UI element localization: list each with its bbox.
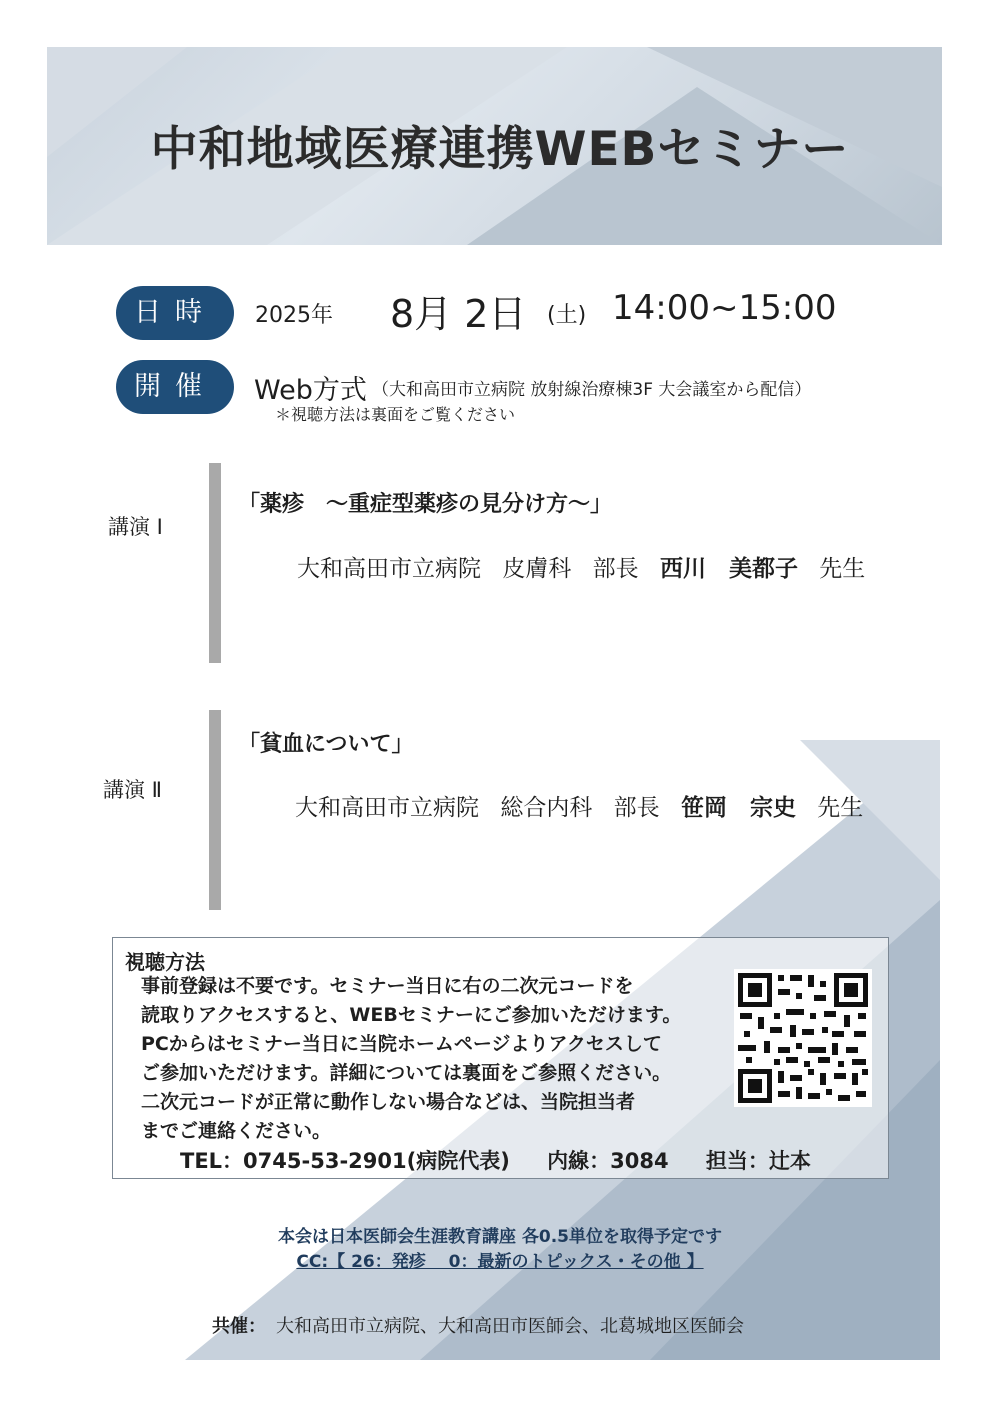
cc-codes-text: CC:【 26：発疹 0：最新のトピックス・その他 】 (296, 1252, 704, 1272)
lecture-2-speaker-name: 笹岡 宗史 (680, 795, 796, 821)
cme-notice: 本会は日本医師会生涯教育講座 各0.5単位を取得予定です (277, 1227, 723, 1247)
viewing-line: PCからはセミナー当日に当院ホームページよりアクセスして (141, 1033, 662, 1055)
viewing-line: 読取りアクセスすると、WEBセミナーにご参加いただけます。 (141, 1004, 682, 1026)
lecture-2-speaker (295, 789, 863, 822)
lecture-1-label: 講演 Ⅰ (108, 515, 163, 539)
lecture-1-speaker-name: 西川 美都子 (659, 556, 798, 582)
contact-person: 担当：辻本 (705, 1149, 811, 1173)
lecture-2-position: 部長 (613, 795, 660, 821)
viewing-method-heading: 視聴方法 (125, 950, 205, 974)
qr-code-pattern (734, 969, 872, 1107)
lecture-1-position: 部長 (592, 556, 639, 582)
lecture-2-honorific: 先生 (817, 795, 864, 821)
date-label-badge: 日時 (116, 286, 234, 340)
page-title: 中和地域医療連携WEBセミナー (150, 122, 850, 177)
phone-number: TEL：0745-53-2901(病院代表) (180, 1149, 510, 1173)
venue-method: Web方式 (254, 375, 367, 406)
viewing-line: 二次元コードが正常に動作しない場合などは、当院担当者 (141, 1091, 636, 1113)
lecture-2-title: 「貧血について」 (238, 732, 414, 757)
event-date: 8月 2日 (390, 292, 527, 336)
lecture-2-hospital: 大和高田市立病院 (295, 795, 479, 821)
lecture-2-label: 講演 Ⅱ (103, 778, 163, 802)
viewing-line: ご参加いただけます。詳細については裏面をご参照ください。 (141, 1062, 672, 1084)
venue-detail: （大和高田市立病院 放射線治療棟3F 大会議室から配信） (372, 380, 812, 400)
lecture-1-speaker (297, 550, 865, 583)
lecture-2-department: 総合内科 (500, 795, 593, 821)
event-time: 14:00~15:00 (612, 288, 837, 328)
cohost-value: 大和高田市立病院、大和高田市医師会、北葛城地区医師会 (276, 1316, 744, 1337)
extension-number: 内線：3084 (547, 1149, 669, 1173)
venue-label-badge: 開催 (116, 360, 234, 414)
cohost-label: 共催： (212, 1316, 266, 1337)
viewing-line: 事前登録は不要です。セミナー当日に右の二次元コードを (141, 975, 634, 997)
lecture-2-divider (209, 710, 221, 910)
lecture-1-hospital: 大和高田市立病院 (297, 556, 481, 582)
lecture-1-honorific: 先生 (819, 556, 866, 582)
event-year: 2025年 (255, 303, 333, 328)
venue-note: ＊視聴方法は裏面をご覧ください (275, 405, 516, 424)
viewing-method-body (141, 972, 731, 1146)
cohost-line (212, 1312, 744, 1338)
viewing-line: までご連絡ください。 (141, 1120, 332, 1142)
qr-code[interactable] (734, 969, 872, 1107)
event-weekday: (土) (547, 303, 587, 328)
cc-codes (0, 1247, 1000, 1272)
lecture-1-department: 皮膚科 (502, 556, 572, 582)
lecture-1-title: 「薬疹 ～重症型薬疹の見分け方～」 (238, 492, 613, 517)
lecture-1-divider (209, 463, 221, 663)
contact-line (180, 1145, 837, 1175)
